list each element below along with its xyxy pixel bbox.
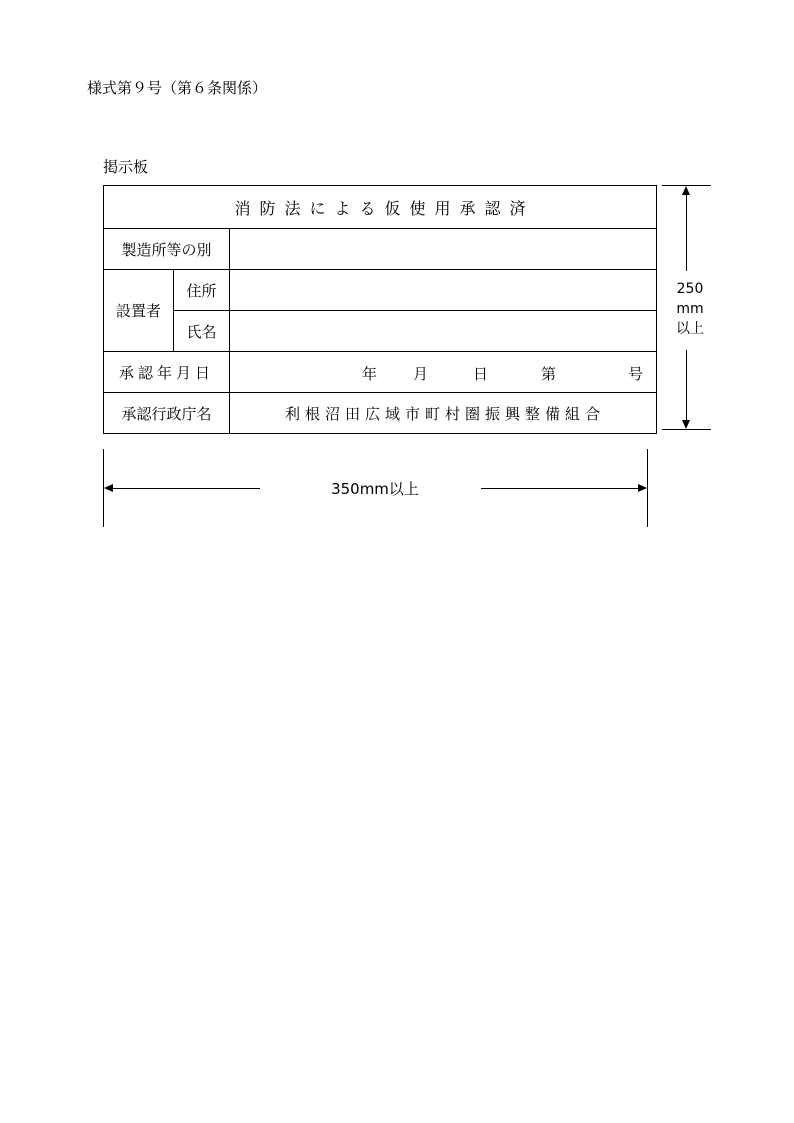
width-dimension-line-right	[481, 488, 645, 489]
facility-label: 製造所等の別	[104, 229, 230, 270]
arrow-right-icon	[638, 484, 647, 492]
form-number: 様式第９号（第６条関係）	[87, 79, 268, 97]
approval-date-row	[104, 352, 657, 393]
address-label: 住所	[174, 270, 230, 311]
width-dimension-line-left	[106, 488, 260, 489]
height-value: 250	[676, 281, 704, 297]
approval-date-value	[230, 352, 657, 393]
date-number-prefix: 第	[541, 365, 557, 383]
arrow-up-icon	[682, 186, 690, 195]
address-value	[230, 270, 657, 311]
approval-date-label: 承認年月日	[104, 352, 230, 393]
installer-address-row	[104, 270, 657, 311]
name-label: 氏名	[174, 311, 230, 352]
notice-board-table	[103, 185, 657, 434]
date-year: 年	[362, 365, 378, 383]
height-extension-bottom	[662, 429, 711, 430]
arrow-down-icon	[682, 420, 690, 429]
height-dimension-line-upper	[686, 188, 687, 271]
authority-label: 承認行政庁名	[104, 393, 230, 434]
height-suffix: 以上	[676, 321, 704, 337]
board-label: 掲示板	[103, 158, 149, 176]
authority-value: 利根沼田広域市町村圏振興整備組合	[230, 393, 657, 434]
date-month: 月	[413, 365, 429, 383]
width-extension-right	[647, 449, 648, 527]
facility-value	[230, 229, 657, 270]
facility-row	[104, 229, 657, 270]
arrow-left-icon	[104, 484, 113, 492]
width-dimension-label: 350mm以上	[331, 480, 419, 498]
height-unit: mm	[676, 301, 704, 317]
height-dimension-label	[670, 279, 710, 339]
installer-name-row	[104, 311, 657, 352]
height-dimension-line-lower	[686, 350, 687, 427]
date-day: 日	[473, 365, 489, 383]
date-number-suffix: 号	[628, 365, 644, 383]
name-value	[230, 311, 657, 352]
board-title: 消防法による仮使用承認済	[104, 186, 657, 229]
title-row	[104, 186, 657, 229]
authority-row	[104, 393, 657, 434]
installer-label: 設置者	[104, 270, 174, 352]
